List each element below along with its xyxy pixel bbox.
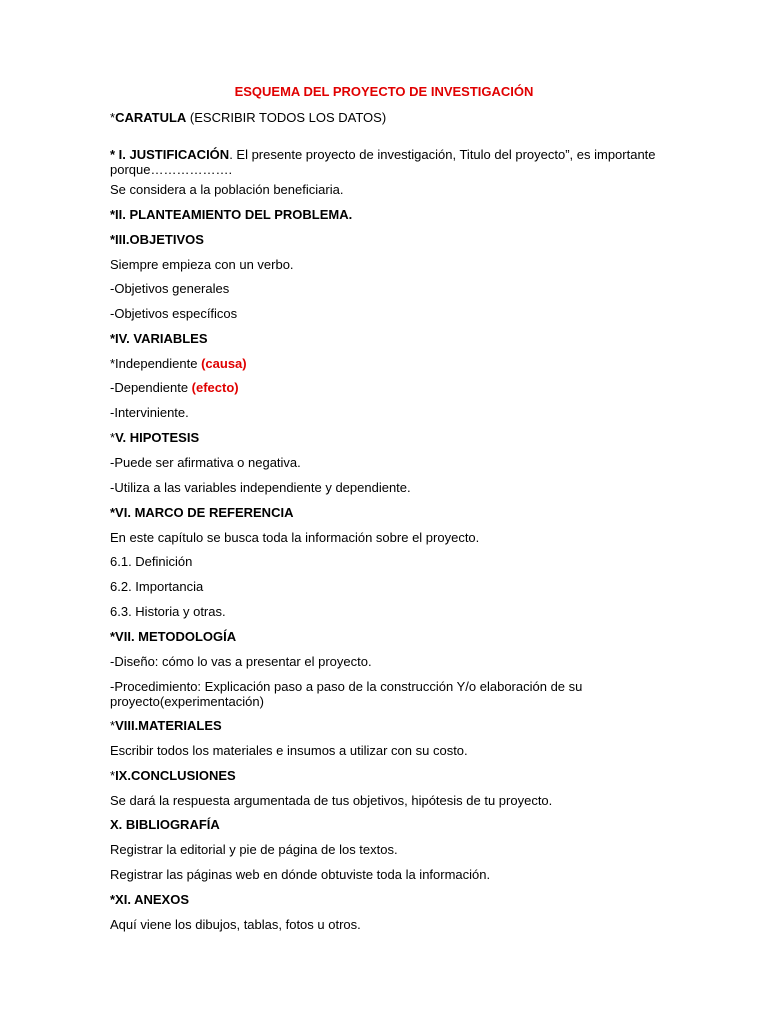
- independiente-note: (causa): [201, 356, 247, 371]
- materiales-prefix: *: [110, 718, 116, 733]
- marco-item: 6.1. Definición: [110, 554, 193, 569]
- metodologia-heading: *VII. METODOLOGÍA: [110, 629, 237, 644]
- conclusiones-label: IX.CONCLUSIONES: [115, 768, 236, 783]
- hipotesis-item: -Utiliza a las variables independiente y dependiente.: [110, 480, 411, 495]
- independiente-label: *Independiente: [110, 356, 202, 371]
- marco-heading: *VI. MARCO DE REFERENCIA: [110, 505, 294, 520]
- hipotesis-item: -Puede ser afirmativa o negativa.: [110, 455, 301, 470]
- objetivos-item: -Objetivos generales: [110, 281, 230, 296]
- caratula-line: [110, 110, 670, 125]
- justificacion-label: * I. JUSTIFICACIÓN: [110, 147, 230, 162]
- anexos-heading: *XI. ANEXOS: [110, 892, 189, 907]
- conclusiones-prefix: *: [110, 768, 116, 783]
- caratula-note: (ESCRIBIR TODOS LOS DATOS): [186, 110, 387, 125]
- hipotesis-heading: [110, 430, 670, 445]
- justificacion-text: . El presente proyecto de investigación, Titulo del proyecto”, es importante: [229, 147, 656, 162]
- hipotesis-prefix: *: [110, 430, 116, 445]
- caratula-label: CARATULA: [115, 110, 187, 125]
- metodologia-item: -Diseño: cómo lo vas a presentar el proyecto.: [110, 654, 372, 669]
- objetivos-heading: *III.OBJETIVOS: [110, 232, 204, 247]
- justificacion-line-2: porque……………….: [110, 162, 233, 177]
- document-title: ESQUEMA DEL PROYECTO DE INVESTIGACIÓN: [234, 84, 534, 99]
- planteamiento-heading: *II. PLANTEAMIENTO DEL PROBLEMA.: [110, 207, 353, 222]
- marco-item: 6.2. Importancia: [110, 579, 204, 594]
- bibliografia-item: Registrar las páginas web en dónde obtuviste toda la información.: [110, 867, 491, 882]
- objetivos-item: Siempre empieza con un verbo.: [110, 257, 294, 272]
- conclusiones-text: Se dará la respuesta argumentada de tus objetivos, hipótesis de tu proyecto.: [110, 793, 553, 808]
- objetivos-item: -Objetivos específicos: [110, 306, 238, 321]
- materiales-text: Escribir todos los materiales e insumos a utilizar con su costo.: [110, 743, 468, 758]
- marco-item: En este capítulo se busca toda la información sobre el proyecto.: [110, 530, 480, 545]
- justificacion-line: [110, 147, 670, 162]
- variables-independiente: [110, 356, 670, 371]
- justificacion-line-3: Se considera a la población beneficiaria.: [110, 182, 344, 197]
- variables-heading: *IV. VARIABLES: [110, 331, 208, 346]
- bibliografia-heading: X. BIBLIOGRAFÍA: [110, 817, 220, 832]
- dependiente-note: (efecto): [191, 380, 239, 395]
- materiales-label: VIII.MATERIALES: [115, 718, 222, 733]
- conclusiones-heading: [110, 768, 670, 783]
- materiales-heading: [110, 718, 670, 733]
- caratula-prefix: *: [110, 110, 116, 125]
- bibliografia-item: Registrar la editorial y pie de página de los textos.: [110, 842, 398, 857]
- metodologia-item: -Procedimiento: Explicación paso a paso de la construcción Y/o elaboración de su proyecto(experimentación): [110, 679, 583, 709]
- variables-interviniente: -Interviniente.: [110, 405, 189, 420]
- marco-item: 6.3. Historia y otras.: [110, 604, 226, 619]
- hipotesis-label: V. HIPOTESIS: [115, 430, 200, 445]
- dependiente-label: -Dependiente: [110, 380, 192, 395]
- anexos-text: Aquí viene los dibujos, tablas, fotos u otros.: [110, 917, 361, 932]
- variables-dependiente: [110, 380, 670, 395]
